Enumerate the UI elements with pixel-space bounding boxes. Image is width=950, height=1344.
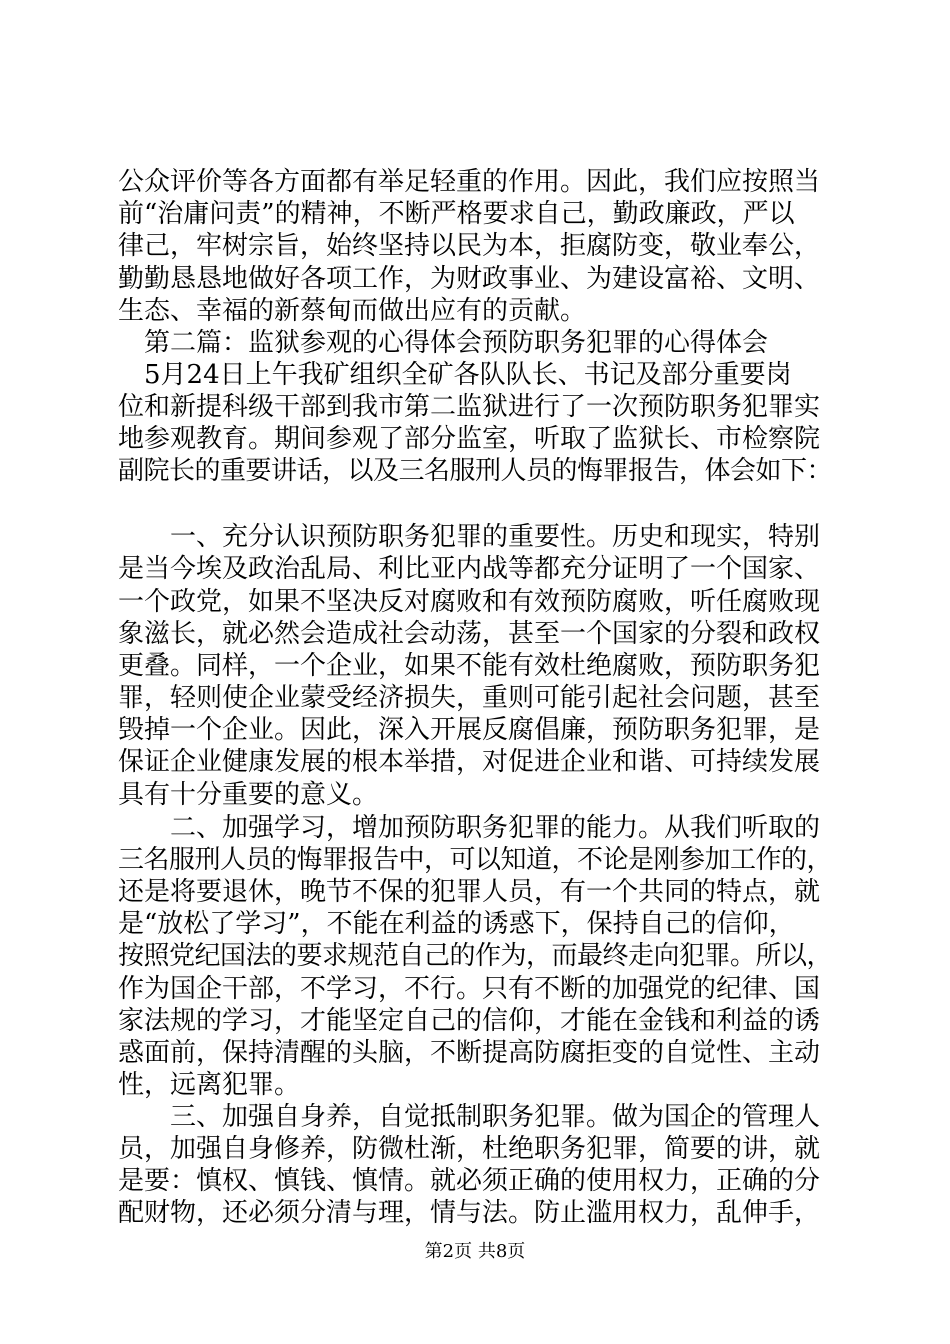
text-line: 三名服刑人员的悔罪报告中，可以知道，不论是刚参加工作的， [118,845,833,875]
text-line: 二、加强学习，增加预防职务犯罪的能力。从我们听取的 [118,813,821,843]
text-line: 公众评价等各方面都有举足轻重的作用。因此，我们应按照当 [118,167,821,197]
text-line: 一个政党，如果不坚决反对腐败和有效预防腐败，听任腐败现 [118,587,821,617]
text-line: 作为国企干部，不学习，不行。只有不断的加强党的纪律、国 [118,974,821,1004]
text-line: 员，加强自身修养，防微杜渐，杜绝职务犯罪，简要的讲，就 [118,1134,821,1164]
text-line: 惑面前，保持清醒的头脑，不断提高防腐拒变的自觉性、主动 [118,1038,821,1068]
text-line: 三、加强自身养，自觉抵制职务犯罪。做为国企的管理人 [118,1102,821,1132]
text-line: 具有十分重要的意义。 [118,780,379,810]
text-line: 前“治庸问责”的精神，不断严格要求自己，勤政廉政，严以 [118,199,795,229]
text-line: 勤勤恳恳地做好各项工作，为财政事业、为建设富裕、文明、 [118,264,821,294]
text-line: 按照党纪国法的要求规范自己的作为，而最终走向犯罪。所以， [118,941,833,971]
text-line: 一、充分认识预防职务犯罪的重要性。历史和现实，特别 [118,522,821,552]
text-line: 生态、幸福的新蔡甸而做出应有的贡献。 [118,296,587,326]
text-line: 性，远离犯罪。 [118,1070,301,1100]
text-line: 是要：慎权、慎钱、慎情。就必须正确的使用权力，正确的分 [118,1166,821,1196]
text-line: 地参观教育。期间参观了部分监室，听取了监狱长、市检察院 [118,424,821,454]
text-line: 律己，牢树宗旨，始终坚持以民为本，拒腐防变，敬业奉公， [118,231,821,261]
text-line: 是“放松了学习”，不能在利益的诱惑下，保持自己的信仰， [118,909,795,939]
page-footer: 第2页 共8页 [424,1241,526,1262]
text-line: 象滋长，就必然会造成社会动荡，甚至一个国家的分裂和政权 [118,619,821,649]
text-line: 更叠。同样，一个企业，如果不能有效杜绝腐败，预防职务犯 [118,651,821,681]
text-line: 位和新提科级干部到我市第二监狱进行了一次预防职务犯罪实 [118,392,821,422]
text-line: 毁掉一个企业。因此，深入开展反腐倡廉，预防职务犯罪，是 [118,715,821,745]
text-line: 副院长的重要讲话，以及三名服刑人员的悔罪报告，体会如下： [118,456,833,486]
text-line: 家法规的学习，才能坚定自己的信仰，才能在金钱和利益的诱 [118,1006,821,1036]
text-line: 配财物，还必须分清与理，情与法。防止滥用权力，乱伸手， [118,1198,821,1228]
text-line: 还是将要退休，晚节不保的犯罪人员，有一个共同的特点，就 [118,877,821,907]
text-line: 5月24日上午我矿组织全矿各队队长、书记及部分重要岗 [118,360,792,390]
text-line: 是当今埃及政治乱局、利比亚内战等都充分证明了一个国家、 [118,554,821,584]
text-line: 保证企业健康发展的根本举措，对促进企业和谐、可持续发展 [118,747,821,777]
text-line: 罪，轻则使企业蒙受经济损失，重则可能引起社会问题，甚至 [118,683,821,713]
text-line: 第二篇：监狱参观的心得体会预防职务犯罪的心得体会 [118,328,769,358]
